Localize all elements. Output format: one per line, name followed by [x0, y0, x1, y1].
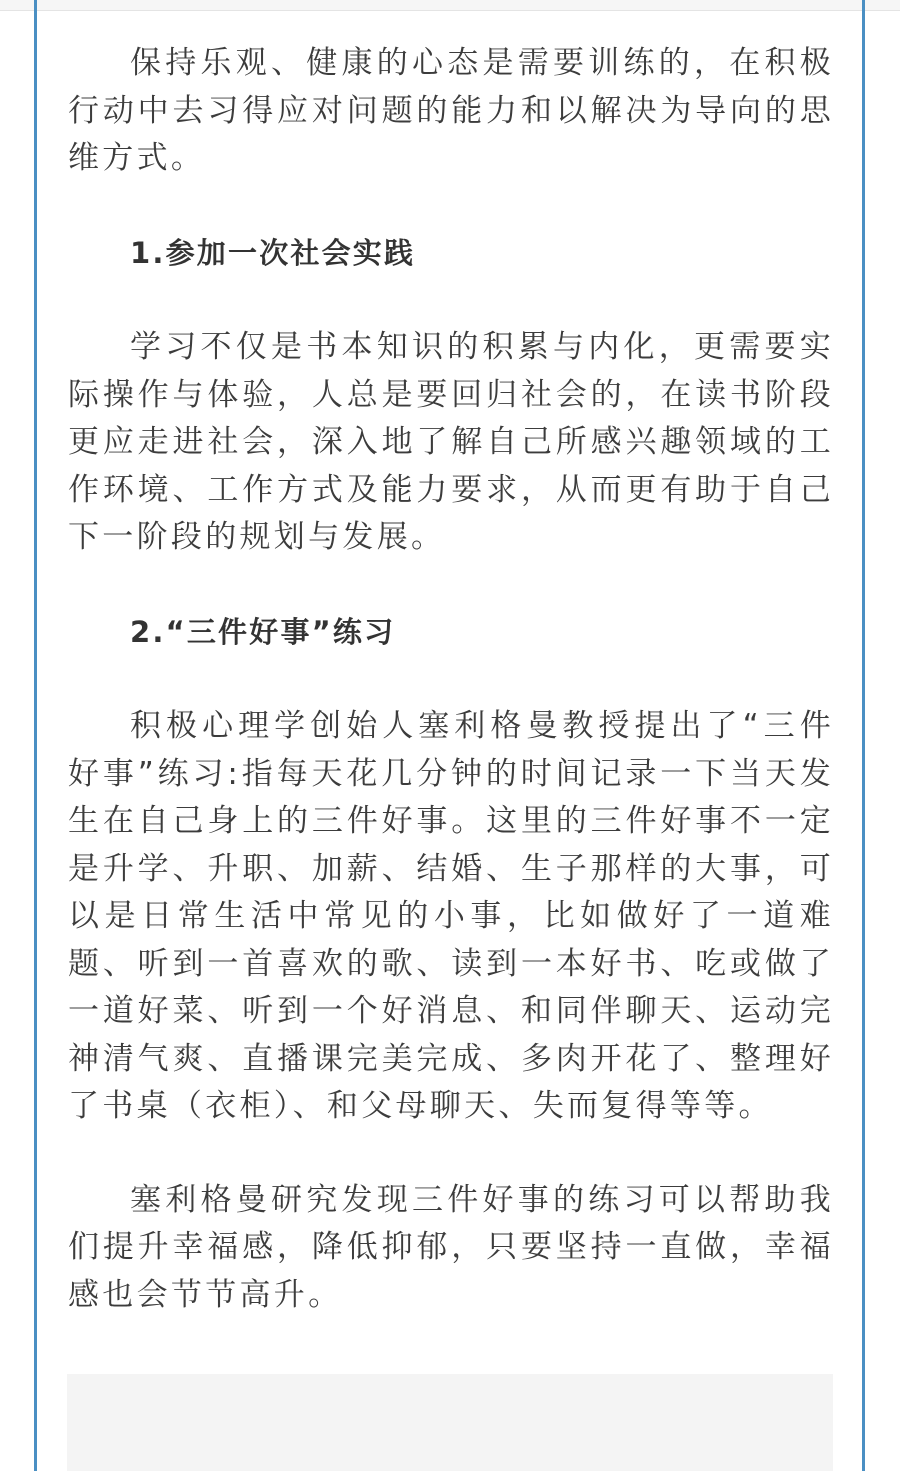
spacer: [68, 1131, 834, 1177]
image-placeholder: [67, 1374, 833, 1471]
paragraph-intro: 保持乐观、健康的心态是需要训练的，在积极行动中去习得应对问题的能力和以解决为导向的思维方式。: [68, 45, 834, 176]
spacer: [68, 562, 834, 609]
top-divider: [0, 0, 900, 11]
spacer: [68, 656, 834, 703]
section-heading-three-good-things: 2.“三件好事”练习: [130, 614, 396, 649]
left-border-line: [34, 0, 37, 1471]
right-border-line: [862, 0, 865, 1471]
paragraph-social-practice: 学习不仅是书本知识的积累与内化，更需要实际操作与体验，人总是要回归社会的，在读书阶段更应走进社会，深入地了解自己所感兴趣领域的工作环境、工作方式及能力要求，从而更有助于自己下一阶段的规划与发展。: [68, 329, 834, 555]
paragraph-research-finding: 塞利格曼研究发现三件好事的练习可以帮助我们提升幸福感，降低抑郁，只要坚持一直做，幸福感也会节节高升。: [68, 1181, 834, 1313]
article-body: [68, 40, 834, 1319]
paragraph-three-good-things: 积极心理学创始人塞利格曼教授提出了“三件好事”练习:指每天花几分钟的时间记录一下当天发生在自己身上的三件好事。这里的三件好事不一定是升学、升职、加薪、结婚、生子那样的大事，可以是日常生活中常见的小事，比如做好了一道难题、听到一首喜欢的歌、读到一本好书、吃或做了一道好菜、听到一个好消息、和同伴聊天、运动完神清气爽、直播课完美完成、多肉开花了、整理好了书桌（衣柜）、和父母聊天、失而复得等等。: [68, 708, 834, 1124]
spacer: [68, 183, 834, 230]
spacer: [68, 277, 834, 324]
section-heading-social-practice: 1.参加一次社会实践: [130, 235, 416, 270]
